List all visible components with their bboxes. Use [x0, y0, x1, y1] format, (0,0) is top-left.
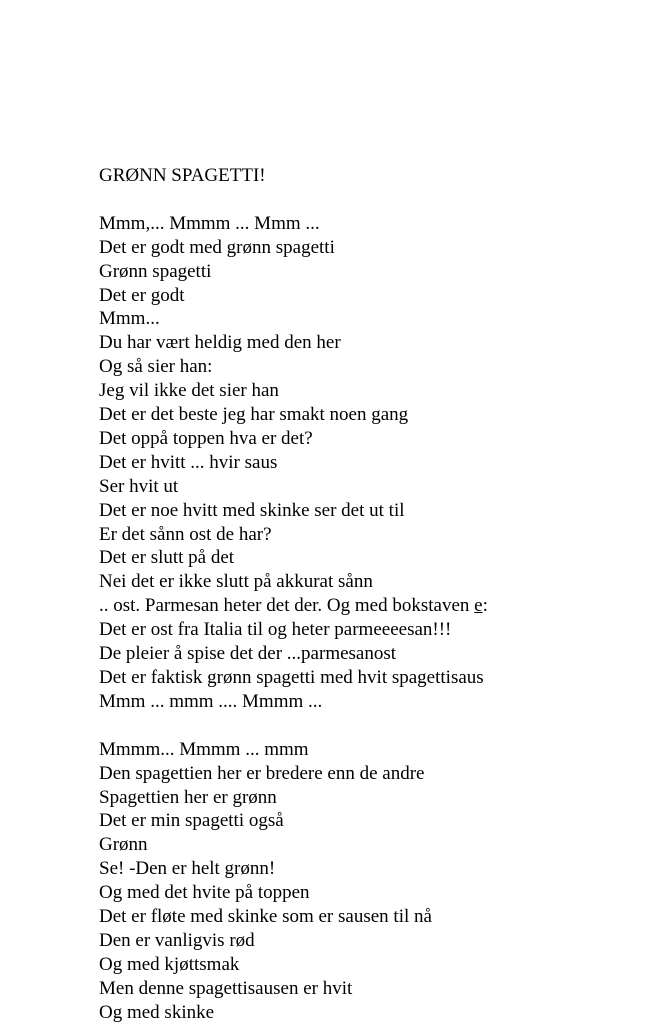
poem-line: Og med kjøttsmak: [99, 953, 240, 975]
poem-title: GRØNN SPAGETTI!: [99, 165, 266, 186]
poem-line: Det er slutt på det: [99, 547, 235, 569]
poem-line: Mmmm... Mmmm ... mmm: [99, 738, 309, 760]
poem-line: Mmm,... Mmmm ... Mmm ...: [99, 212, 320, 234]
poem-line: Mmm ... mmm .... Mmmm ...: [99, 690, 323, 712]
poem-line: Men denne spagettisausen er hvit: [99, 977, 353, 999]
poem-line: Og med det hvite på toppen: [99, 882, 310, 904]
poem-line: Og så sier han:: [99, 356, 213, 378]
poem-line: Er det sånn ost de har?: [99, 523, 272, 545]
poem-line: Spagettien her er grønn: [99, 786, 277, 808]
poem-line: Og med skinke: [99, 1001, 215, 1023]
poem-page: [99, 164, 639, 1025]
poem-line: Grønn: [99, 834, 148, 856]
poem-line: Det er ost fra Italia til og heter parmeeeesan!!!: [99, 619, 452, 641]
poem-line: Det er det beste jeg har smakt noen gang: [99, 404, 409, 426]
poem-line: De pleier å spise det der ...parmesanost: [99, 643, 397, 665]
poem-line: Det er min spagetti også: [99, 810, 284, 832]
poem-line: Det er godt med grønn spagetti: [99, 236, 335, 258]
poem-line: Det er hvitt ... hvir saus: [99, 451, 278, 473]
poem-line: Nei det er ikke slutt på akkurat sånn: [99, 571, 373, 593]
poem-line: Det oppå toppen hva er det?: [99, 427, 313, 449]
stanza-1: [99, 212, 639, 714]
poem-line: Det er faktisk grønn spagetti med hvit spagettisaus: [99, 667, 484, 689]
poem-line-underlined: [99, 594, 639, 618]
underlined-letter: e: [474, 595, 483, 617]
line-text: :: [482, 595, 488, 617]
poem-line: Ser hvit ut: [99, 475, 179, 497]
poem-line: Mmm...: [99, 308, 160, 330]
blank-line: [99, 188, 639, 212]
poem-line: Jeg vil ikke det sier han: [99, 380, 279, 402]
stanza-2: [99, 738, 639, 1025]
poem-line: Den spagettien her er bredere enn de andre: [99, 762, 425, 784]
poem-line: Det er fløte med skinke som er sausen til nå: [99, 906, 432, 928]
poem-line: Det er godt: [99, 284, 185, 306]
line-text: .. ost. Parmesan heter det der. Og med bokstaven: [99, 595, 475, 617]
poem-line: Se! -Den er helt grønn!: [99, 858, 276, 880]
poem-line: Du har vært heldig med den her: [99, 332, 341, 354]
blank-line: [99, 714, 639, 738]
poem-line: Det er noe hvitt med skinke ser det ut til: [99, 499, 405, 521]
poem-line: Den er vanligvis rød: [99, 929, 255, 951]
poem-line: Grønn spagetti: [99, 260, 212, 282]
